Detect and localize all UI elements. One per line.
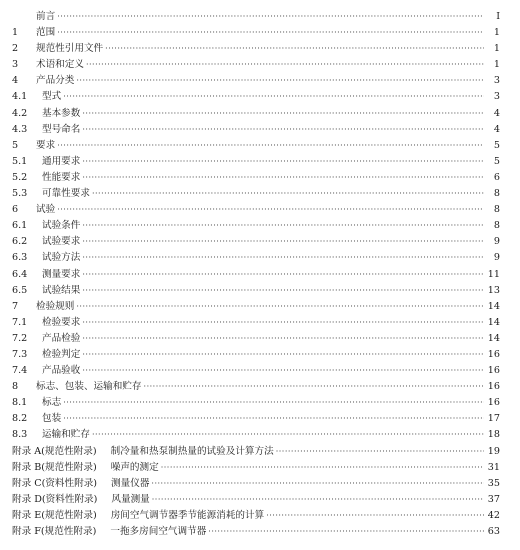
- page-number: 1: [493, 59, 500, 71]
- dot-leader: [82, 234, 484, 250]
- toc-entry[interactable]: [12, 492, 500, 508]
- toc-entry[interactable]: [12, 315, 500, 331]
- section-title: 试验结果: [42, 284, 81, 296]
- section-number: 7.3: [12, 348, 28, 360]
- page-number: 14: [487, 300, 500, 312]
- page-number: 14: [487, 316, 500, 328]
- dot-leader: [92, 427, 484, 443]
- toc-entry[interactable]: [12, 202, 500, 218]
- section-title: 检验规则: [36, 300, 75, 312]
- table-of-contents: [12, 9, 500, 540]
- section-number: 1: [12, 27, 19, 39]
- toc-entry[interactable]: [12, 170, 500, 186]
- page-number: 6: [493, 171, 500, 183]
- section-number: 2: [12, 43, 19, 55]
- dot-leader: [82, 331, 483, 347]
- page-number: 3: [493, 75, 500, 87]
- appendix-label: 附录 F(规范性附录): [12, 526, 97, 537]
- section-title: 噪声的测定: [110, 461, 159, 473]
- toc-entry[interactable]: [12, 524, 500, 540]
- page-number: 17: [487, 413, 500, 425]
- dot-leader: [57, 138, 484, 154]
- toc-entry[interactable]: [12, 267, 500, 283]
- toc-entry[interactable]: [12, 427, 500, 443]
- dot-leader: [151, 476, 483, 492]
- toc-entry[interactable]: [12, 444, 500, 460]
- page-number: 13: [487, 284, 500, 296]
- toc-entry[interactable]: [12, 25, 500, 41]
- section-title: 试验要求: [42, 236, 81, 248]
- toc-entry[interactable]: [12, 89, 500, 105]
- dot-leader: [208, 524, 483, 540]
- page-number: 8: [493, 220, 500, 232]
- section-title: 试验方法: [42, 252, 81, 264]
- toc-entry[interactable]: [12, 460, 500, 476]
- dot-leader: [266, 508, 484, 524]
- section-title: 制冷量和热泵制热量的试验及计算方法: [110, 445, 274, 457]
- section-number: 7.2: [12, 332, 28, 344]
- toc-entry[interactable]: [12, 186, 500, 202]
- dot-leader: [82, 283, 483, 299]
- toc-entry[interactable]: [12, 299, 500, 315]
- section-number: 4: [12, 75, 19, 87]
- page-number: 14: [487, 332, 500, 344]
- section-title: 型号命名: [42, 123, 81, 135]
- dot-leader: [161, 460, 484, 476]
- toc-entry[interactable]: [12, 347, 500, 363]
- dot-leader: [82, 250, 484, 266]
- page-number: 5: [493, 155, 500, 167]
- section-number: 6.5: [12, 284, 28, 296]
- toc-entry[interactable]: [12, 331, 500, 347]
- dot-leader: [57, 25, 484, 41]
- page-number: 31: [487, 461, 500, 473]
- section-title: 前言: [36, 11, 56, 22]
- toc-entry[interactable]: [12, 411, 500, 427]
- section-title: 标志: [42, 397, 62, 409]
- section-title: 运输和贮存: [42, 429, 90, 441]
- dot-leader: [63, 411, 484, 427]
- section-number: 8: [12, 381, 19, 393]
- section-title: 检验要求: [42, 316, 81, 328]
- page-number: 8: [493, 188, 500, 200]
- page-number: 37: [487, 493, 500, 505]
- section-title: 试验: [36, 204, 56, 216]
- dot-leader: [276, 444, 484, 460]
- toc-entry[interactable]: [12, 138, 500, 154]
- section-number: 3: [12, 59, 19, 71]
- toc-entry[interactable]: [12, 379, 500, 395]
- dot-leader: [82, 315, 483, 331]
- section-title: 一拖多房间空气调节器: [110, 526, 207, 537]
- section-title: 范围: [36, 27, 56, 39]
- dot-leader: [82, 267, 483, 283]
- section-title: 测量仪器: [111, 477, 150, 489]
- page-number: 18: [487, 429, 500, 441]
- toc-entry[interactable]: [12, 283, 500, 299]
- dot-leader: [82, 363, 483, 379]
- dot-leader: [86, 57, 484, 73]
- page-number: 16: [487, 348, 500, 360]
- section-title: 测量要求: [42, 268, 81, 280]
- section-title: 标志、包装、运输和贮存: [36, 381, 142, 393]
- dot-leader: [82, 122, 484, 138]
- dot-leader: [82, 170, 484, 186]
- toc-entry[interactable]: [12, 234, 500, 250]
- dot-leader: [82, 154, 484, 170]
- appendix-label: 附录 B(规范性附录): [12, 461, 97, 473]
- section-number: 4.1: [12, 91, 28, 103]
- dot-leader: [92, 186, 484, 202]
- page-number: 16: [487, 381, 500, 393]
- toc-entry[interactable]: [12, 363, 500, 379]
- page-number: 16: [487, 397, 500, 409]
- section-title: 包装: [42, 413, 62, 425]
- section-number: 6.2: [12, 236, 28, 248]
- dot-leader: [76, 73, 484, 89]
- page-number: 8: [493, 204, 500, 216]
- section-title: 产品检验: [42, 332, 81, 344]
- section-title: 产品验收: [42, 365, 81, 377]
- dot-leader: [152, 492, 484, 508]
- toc-entry[interactable]: [12, 154, 500, 170]
- appendix-label: 附录 C(资料性附录): [12, 477, 98, 489]
- page-number: 63: [487, 526, 500, 537]
- section-title: 型式: [42, 91, 62, 103]
- section-number: 8.1: [12, 397, 28, 409]
- page-number: 3: [493, 91, 500, 103]
- toc-entry[interactable]: [12, 73, 500, 89]
- page-number: 16: [487, 365, 500, 377]
- dot-leader: [57, 9, 484, 25]
- section-number: 5.3: [12, 188, 28, 200]
- page-number: 9: [493, 252, 500, 264]
- section-title: 要求: [36, 139, 56, 151]
- toc-entry[interactable]: [12, 106, 500, 122]
- toc-entry[interactable]: [12, 9, 500, 25]
- appendix-label: 附录 A(规范性附录): [12, 445, 97, 457]
- page-number: 5: [493, 139, 500, 151]
- section-number: 4.2: [12, 107, 28, 119]
- section-title: 风量测量: [111, 493, 150, 505]
- dot-leader: [82, 106, 484, 122]
- dot-leader: [76, 299, 483, 315]
- section-number: 6.3: [12, 252, 28, 264]
- toc-entry[interactable]: [12, 476, 500, 492]
- section-number: 6: [12, 204, 19, 216]
- section-title: 术语和定义: [36, 59, 84, 71]
- section-number: 5.2: [12, 171, 28, 183]
- section-number: 5.1: [12, 155, 28, 167]
- section-title: 通用要求: [42, 155, 81, 167]
- section-title: 可靠性要求: [42, 188, 90, 200]
- page-number: 1: [493, 27, 500, 39]
- toc-entry[interactable]: [12, 508, 500, 524]
- section-number: 6.4: [12, 268, 28, 280]
- dot-leader: [82, 347, 483, 363]
- dot-leader: [63, 89, 484, 105]
- section-number: 4.3: [12, 123, 28, 135]
- section-title: 产品分类: [36, 75, 75, 87]
- section-title: 性能要求: [42, 171, 81, 183]
- section-title: 检验判定: [42, 348, 81, 360]
- section-number: 7.1: [12, 316, 28, 328]
- toc-entry[interactable]: [12, 218, 500, 234]
- toc-entry[interactable]: [12, 41, 500, 57]
- section-number: 6.1: [12, 220, 28, 232]
- page-number: 1: [493, 43, 500, 55]
- toc-entry[interactable]: [12, 395, 500, 411]
- section-number: 5: [12, 139, 19, 151]
- section-number: 8.2: [12, 413, 28, 425]
- section-title: 规范性引用文件: [36, 43, 104, 55]
- page-number: 4: [493, 107, 500, 119]
- appendix-label: 附录 E(规范性附录): [12, 509, 97, 521]
- dot-leader: [57, 202, 484, 218]
- toc-entry[interactable]: [12, 250, 500, 266]
- page-number: 4: [493, 123, 500, 135]
- dot-leader: [144, 379, 484, 395]
- page-number: 9: [493, 236, 500, 248]
- dot-leader: [105, 41, 484, 57]
- page-number: 42: [487, 509, 500, 521]
- dot-leader: [82, 218, 484, 234]
- section-number: 7.4: [12, 365, 28, 377]
- dot-leader: [63, 395, 484, 411]
- page-number: 11: [487, 268, 500, 280]
- section-title: 房间空气调节器季节能源消耗的计算: [110, 509, 265, 521]
- section-number: 8.3: [12, 429, 28, 441]
- page-number: I: [496, 11, 500, 22]
- appendix-label: 附录 D(资料性附录): [12, 493, 98, 505]
- section-number: 7: [12, 300, 19, 312]
- page-number: 35: [487, 477, 500, 489]
- section-title: 基本参数: [42, 107, 81, 119]
- toc-entry[interactable]: [12, 57, 500, 73]
- page-number: 19: [487, 445, 500, 457]
- section-title: 试验条件: [42, 220, 81, 232]
- toc-entry[interactable]: [12, 122, 500, 138]
